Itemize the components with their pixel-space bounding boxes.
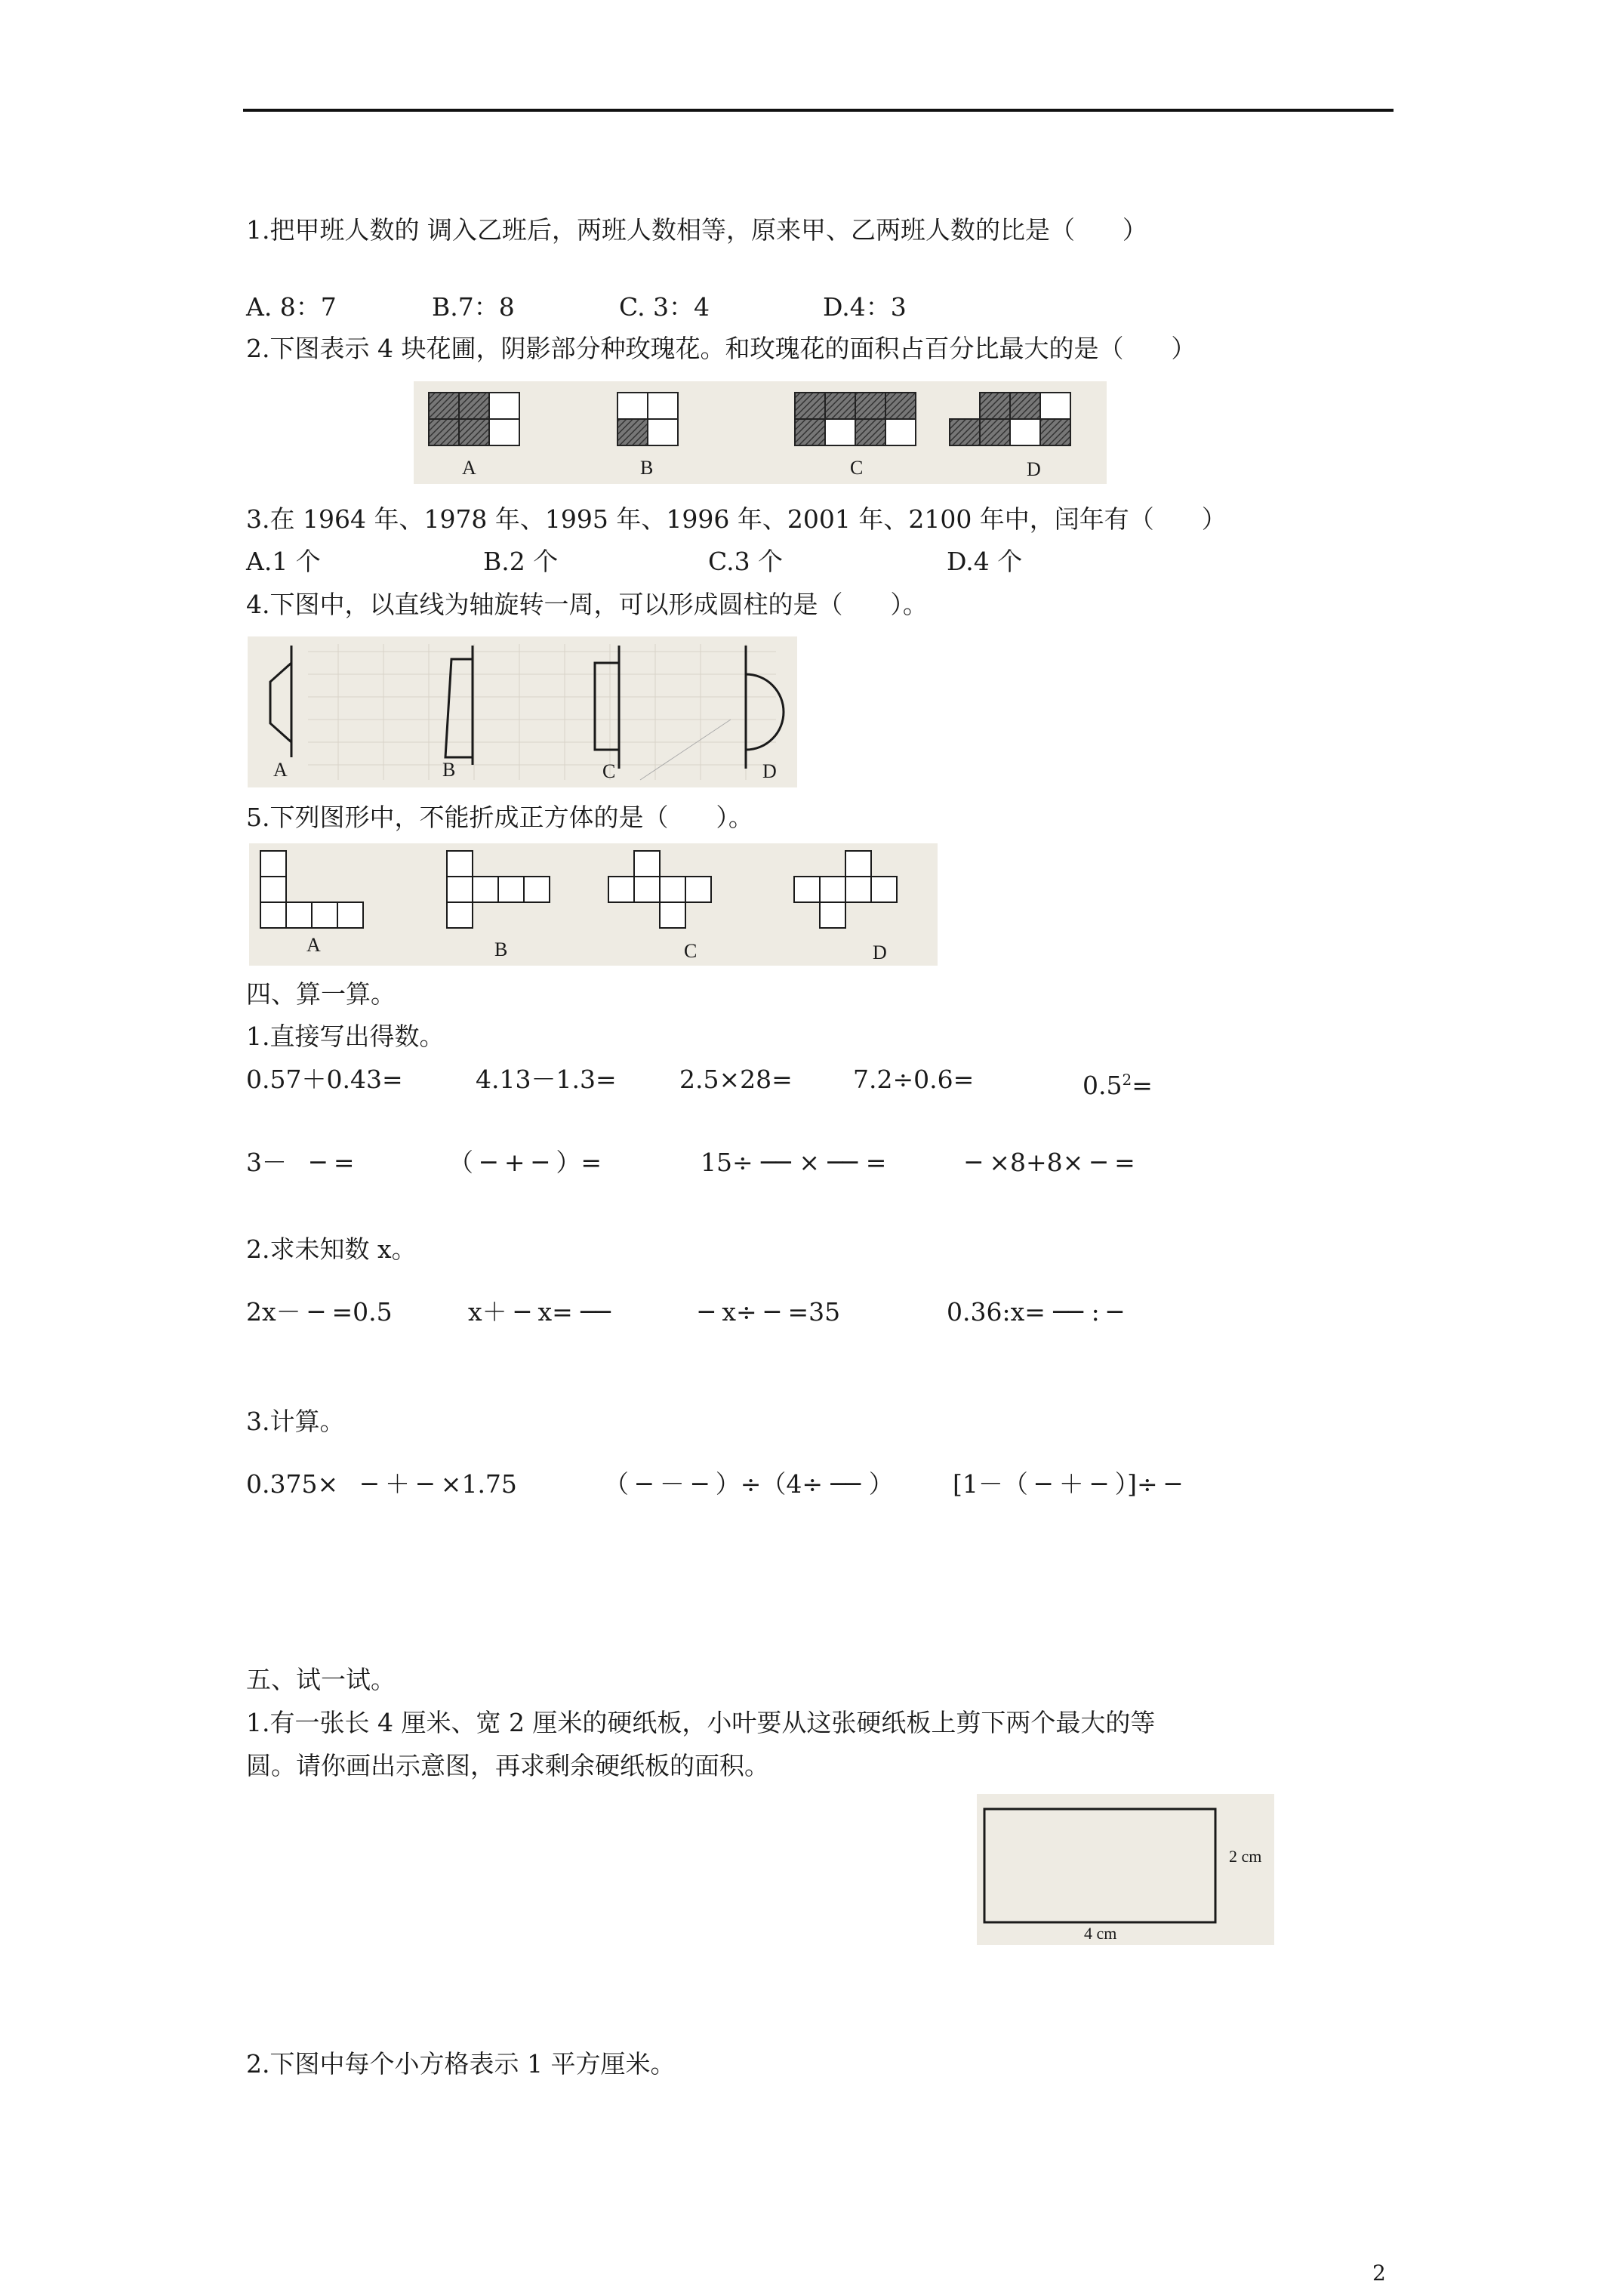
calc-row1-item1: 0.57＋0.43= [246,1065,403,1094]
section4-p3: 3.计算。 [246,1407,345,1436]
section4-title: 四、算一算。 [246,979,396,1009]
cardboard-figure [977,1794,1274,1945]
q1-option-b: B.7：8 [432,292,515,322]
q4-stem: 4.下图中，以直线为轴旋转一周，可以形成圆柱的是（ ）。 [246,590,928,619]
section4-p1: 1.直接写出得数。 [246,1022,445,1051]
calc-row2-item1: 3－ ─ = [246,1148,355,1177]
page-number: 2 [1372,2261,1386,2285]
q2-stem: 2.下图表示 4 块花圃，阴影部分种玫瑰花。和玫瑰花的面积占百分比最大的是（ ） [246,334,1196,363]
equation-item4: 0.36:x= ── : ─ [947,1297,1123,1327]
cardboard-width-label: 4 cm [1084,1924,1117,1943]
section5-p1-line1: 1.有一张长 4 厘米、宽 2 厘米的硬纸板，小叶要从这张硬纸板上剪下两个最大的等 [246,1708,1156,1737]
compute-item1: 0.375× ─ ＋ ─ ×1.75 [246,1469,517,1499]
q2-figure [414,381,1107,484]
q5-label-a: A [306,934,321,956]
q1-option-c: C. 3：4 [619,292,710,322]
cardboard-height-label: 2 cm [1229,1847,1262,1866]
section5-p2: 2.下图中每个小方格表示 1 平方厘米。 [246,2049,676,2079]
calc-row1-item5: $0.5^2=$ [1083,1071,1153,1100]
rotation-shapes-diagram [248,636,797,787]
q3-option-b: B.2 个 [483,547,559,576]
q4-label-c: C [602,760,616,782]
q4-label-d: D [762,760,777,782]
q5-label-b: B [494,938,508,960]
q3-stem: 3.在 1964 年、1978 年、1995 年、1996 年、2001 年、2100 年中，闰年有（ ） [246,504,1227,534]
section5-p1-line2: 圆。请你画出示意图，再求剩余硬纸板的面积。 [246,1751,769,1780]
flower-beds-diagram [414,381,1107,484]
calc-row1-item2: 4.13－1.3= [476,1065,617,1094]
section4-p2: 2.求未知数 x。 [246,1234,417,1264]
calc-row2-item3: 15÷ ── × ── = [701,1148,887,1177]
calc-row2-item4: ─ ×8+8× ─ = [966,1148,1135,1177]
q1-stem: 1.把甲班人数的 调入乙班后，两班人数相等，原来甲、乙两班人数的比是（ ） [246,215,1147,245]
compute-item3: [1－（ ─ ＋ ─ ）]÷ ─ [953,1469,1181,1499]
q5-stem: 5.下列图形中，不能折成正方体的是（ ）。 [246,803,753,832]
compute-item2: （ ─ － ─ ）÷（4÷ ── ） [604,1469,894,1499]
q1-option-a: A. 8：7 [246,292,337,322]
q4-label-b: B [442,759,456,781]
q5-figure [249,843,938,966]
equation-item1: 2x－ ─ =0.5 [246,1297,393,1327]
q2-label-a: A [462,457,476,479]
cube-nets-diagram [249,843,938,966]
calc-row1-item3: 2.5×28= [679,1065,793,1094]
q2-label-c: C [850,457,864,479]
q3-option-c: C.3 个 [708,547,784,576]
q5-label-c: C [684,940,698,962]
equation-item2: x＋ ─ x= ── [468,1297,611,1327]
q3-option-a: A.1 个 [246,547,321,576]
q4-figure [248,636,797,787]
q5-label-d: D [873,942,887,963]
equation-item3: ─ x÷ ─ =35 [699,1297,841,1327]
calc-row1-item4: 7.2÷0.6= [853,1065,975,1094]
q4-label-a: A [273,759,288,781]
q3-option-d: D.4 个 [947,547,1023,576]
header-rule [243,109,1394,112]
q2-label-d: D [1027,458,1041,480]
q2-label-b: B [640,457,654,479]
calc-row2-item2: （ ─ + ─ ）= [448,1148,602,1177]
section5-title: 五、试一试。 [246,1665,396,1694]
q1-option-d: D.4：3 [823,292,907,322]
cardboard-rectangle-diagram [977,1794,1274,1945]
